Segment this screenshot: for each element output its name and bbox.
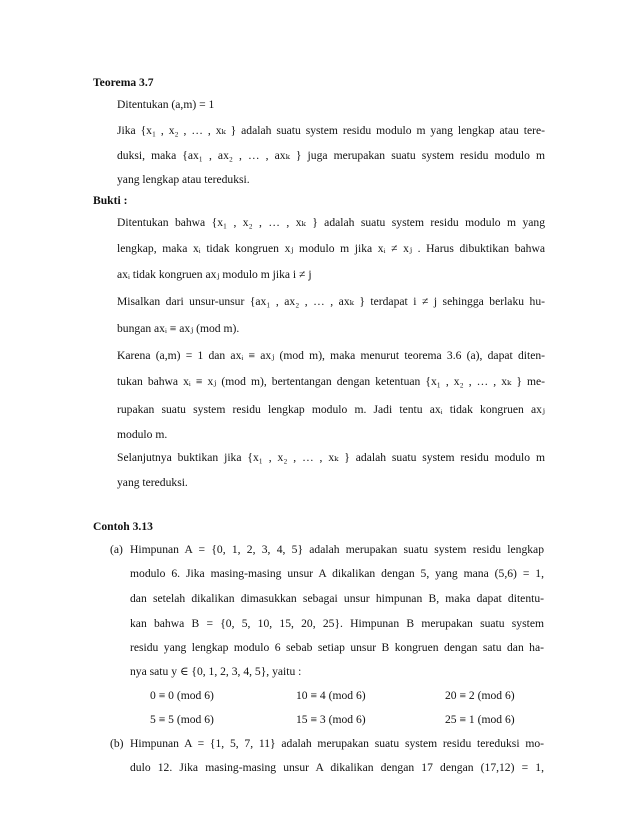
part-a-line: Himpunan A = {0, 1, 2, 3, 4, 5} adalah merupakan suatu system residu lengkap xyxy=(130,543,544,556)
congruence: 15 ≡ 3 (mod 6) xyxy=(296,713,366,726)
example-title: Contoh 3.13 xyxy=(93,520,153,533)
proof-line: bungan axᵢ ≡ axⱼ (mod m). xyxy=(117,322,240,335)
theorem-title: Teorema 3.7 xyxy=(93,76,154,89)
theorem-line: Ditentukan (a,m) = 1 xyxy=(117,98,215,111)
proof-title: Bukti : xyxy=(93,194,128,207)
congruence: 0 ≡ 0 (mod 6) xyxy=(150,689,214,702)
congruence: 25 ≡ 1 (mod 6) xyxy=(445,713,515,726)
part-a-line: dan setelah dikalikan dimasukkan sebagai unsur himpunan B, maka dapat ditentu- xyxy=(130,592,544,605)
proof-line: Karena (a,m) = 1 dan axᵢ ≡ axⱼ (mod m), maka menurut teorema 3.6 (a), dapat diten- xyxy=(117,349,545,362)
part-b-label: (b) xyxy=(110,737,124,750)
theorem-line: duksi, maka {ax₁ , ax₂ , … , axₖ } juga merupakan suatu system residu modulo m xyxy=(117,149,545,162)
part-a-line: modulo 6. Jika masing-masing unsur A dikalikan dengan 5, yang mana (5,6) = 1, xyxy=(130,567,544,580)
proof-line: tukan bahwa xᵢ ≡ xⱼ (mod m), bertentangan dengan ketentuan {x₁ , x₂ , … , xₖ } me- xyxy=(117,375,545,388)
part-a-line: kan bahwa B = {0, 5, 10, 15, 20, 25}. Himpunan B merupakan suatu system xyxy=(130,617,544,630)
part-a-line: residu yang lengkap modulo 6 sebab setiap unsur B kongruen dengan satu dan ha- xyxy=(130,641,544,654)
congruence: 10 ≡ 4 (mod 6) xyxy=(296,689,366,702)
proof-line: Selanjutnya buktikan jika {x₁ , x₂ , … , xₖ } adalah suatu system residu modulo m xyxy=(117,451,545,464)
theorem-line: Jika {x₁ , x₂ , … , xₖ } adalah suatu system residu modulo m yang lengkap atau tere- xyxy=(117,124,545,137)
proof-line: rupakan suatu system residu lengkap modulo m. Jadi tentu axᵢ tidak kongruen axⱼ xyxy=(117,403,545,416)
proof-line: lengkap, maka xᵢ tidak kongruen xⱼ modulo m jika xᵢ ≠ xⱼ . Harus dibuktikan bahwa xyxy=(117,242,545,255)
congruence: 20 ≡ 2 (mod 6) xyxy=(445,689,515,702)
part-b-line: dulo 12. Jika masing-masing unsur A dikalikan dengan 17 dengan (17,12) = 1, xyxy=(130,761,544,774)
proof-line: yang tereduksi. xyxy=(117,476,188,489)
congruence: 5 ≡ 5 (mod 6) xyxy=(150,713,214,726)
theorem-line: yang lengkap atau tereduksi. xyxy=(117,173,250,186)
part-a-line: nya satu y ∈ {0, 1, 2, 3, 4, 5}, yaitu : xyxy=(130,665,302,678)
proof-line: modulo m. xyxy=(117,428,168,441)
proof-line: Ditentukan bahwa {x₁ , x₂ , … , xₖ } adalah suatu system residu modulo m yang xyxy=(117,216,545,229)
part-b-line: Himpunan A = {1, 5, 7, 11} adalah merupakan suatu system residu tereduksi mo- xyxy=(130,737,544,750)
proof-line: Misalkan dari unsur-unsur {ax₁ , ax₂ , … , axₖ } terdapat i ≠ j sehingga berlaku hu- xyxy=(117,295,545,308)
proof-line: axᵢ tidak kongruen axⱼ modulo m jika i ≠ j xyxy=(117,268,312,281)
part-a-label: (a) xyxy=(110,543,123,556)
